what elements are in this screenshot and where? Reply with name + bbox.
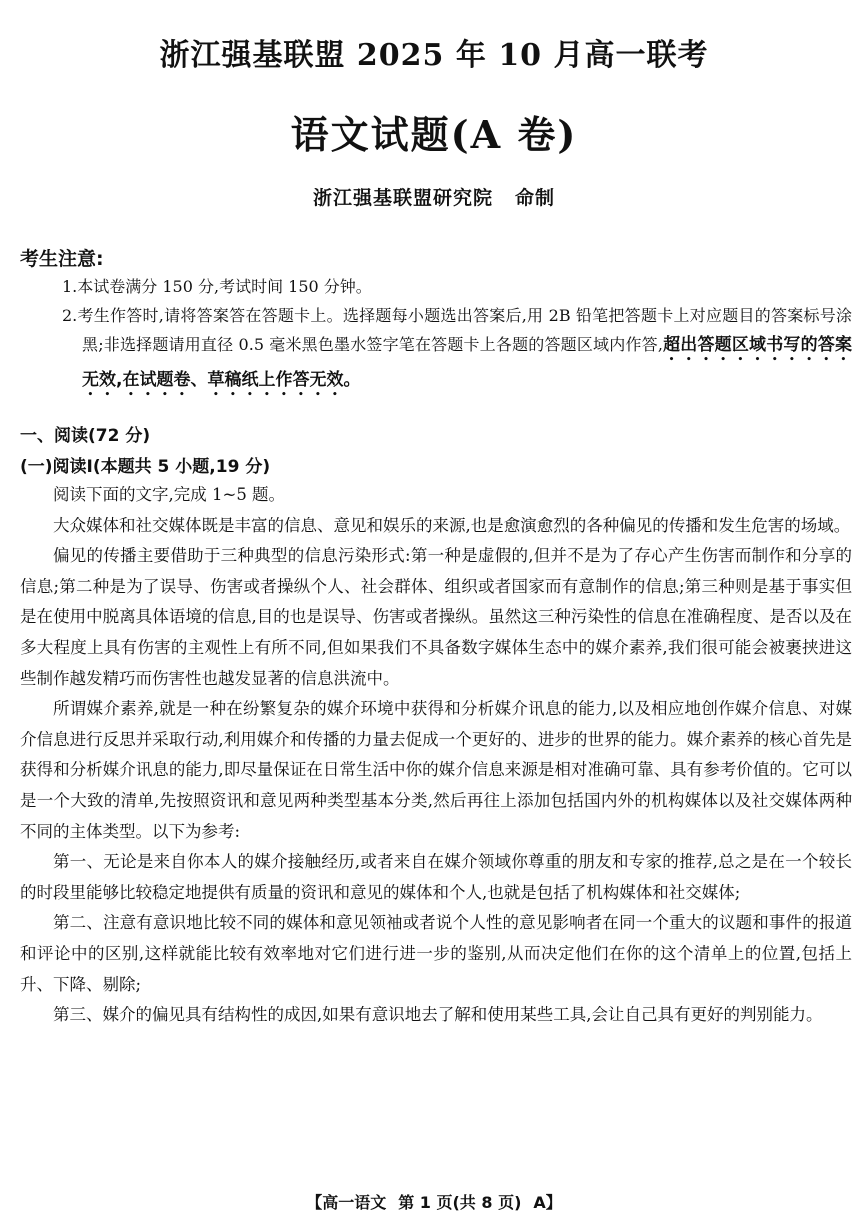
passage-paragraph-6: 第三、媒介的偏见具有结构性的成因,如果有意识地去了解和使用某些工具,会让自己具有更好的判别能力。 (53, 1005, 823, 1025)
notice-item-2-text: 2.考生作答时,请将答案答在答题卡上。选择题每小题选出答案后,用 2B 铅笔把答题卡上对应题目的答案标号涂黑;非选择题请用直径 0.5 毫米黑色墨水签字笔在答题卡上各题的答题区域内作答, (62, 306, 852, 354)
notice-heading: 考生注意: (20, 248, 104, 270)
issuer-name: 浙江强基联盟研究院 (312, 187, 493, 209)
footer-page-number: 第 1 页(共 8 页) (398, 1193, 522, 1212)
issuer-line (0, 183, 868, 210)
passage-paragraph-1: 大众媒体和社交媒体既是丰富的信息、意见和娱乐的来源,也是愈演愈烈的各种偏见的传播和发生危害的场域。 (53, 515, 851, 535)
passage-paragraph-5: 第二、注意有意识地比较不同的媒体和意见领袖或者说个人性的意见影响者在同一个重大的议题和事件的报道和评论中的区别,这样就能比较有效率地对它们进行进一步的鉴别,从而决定他们在你的这个清单上的位置,包括上升、下降、剔除; (20, 913, 852, 994)
notice-warning: 超出答题区域书写的答案无效,在试题卷、草稿纸上作答无效。 (82, 335, 852, 390)
notice-item-2 (62, 301, 852, 400)
footer-subject: 【高一语文 (306, 1193, 387, 1212)
passage-instruction: 阅读下面的文字,完成 1~5 题。 (53, 485, 286, 504)
passage-paragraph-4: 第一、无论是来自你本人的媒介接触经历,或者来自在媒介领域你尊重的朋友和专家的推荐,总之是在一个较长的时段里能够比较稳定地提供有质量的资讯和意见的媒体和个人,也就是包括了机构媒体和社交媒体; (20, 852, 852, 902)
page-footer (0, 1190, 868, 1213)
section-heading: 一、阅读(72 分) (20, 426, 151, 446)
passage-paragraph-3: 所谓媒介素养,就是一种在纷繁复杂的媒介环境中获得和分析媒介讯息的能力,以及相应地创作媒介信息、对媒介信息进行反思并采取行动,利用媒介和传播的力量去促成一个更好的、进步的世界的能力。媒介素养的核心首先是获得和分析媒介讯息的能力,即尽量保证在日常生活中你的媒介信息来源是相对准确可靠、具有参考价值的。它可以是一个大致的清单,先按照资讯和意见两种类型基本分类,然后再往上添加包括国内外的机构媒体以及社交媒体两种不同的主体类型。以下为参考: (20, 699, 852, 841)
passage-paragraph-2: 偏见的传播主要借助于三种典型的信息污染形式:第一种是虚假的,但并不是为了存心产生伤害而制作和分享的信息;第二种是为了误导、伤害或者操纵个人、社会群体、组织或者国家而有意制作的信息;第三种则是基于事实但是在使用中脱离具体语境的信息,目的也是误导、伤害或者操纵。虽然这三种污染性的信息在准确程度、是否以及在多大程度上具有伤害的主观性上有所不同,但如果我们不具备数字媒体生态中的媒介素养,我们很可能会被裹挟进这些制作越发精巧而伤害性也越发显著的信息洪流中。 (20, 546, 852, 688)
issuer-suffix: 命制 (515, 187, 556, 209)
notice-list (62, 272, 852, 400)
notice-item-1: 1.本试卷满分 150 分,考试时间 150 分钟。 (62, 277, 372, 296)
paper-subtitle: 语文试题(A 卷) (290, 112, 578, 157)
subsection-heading: (一)阅读Ⅰ(本题共 5 小题,19 分) (20, 457, 271, 477)
reading-passage (20, 480, 852, 1031)
exam-title: 浙江强基联盟 2025 年 10 月高一联考 (159, 38, 709, 73)
footer-version: A】 (533, 1193, 562, 1212)
